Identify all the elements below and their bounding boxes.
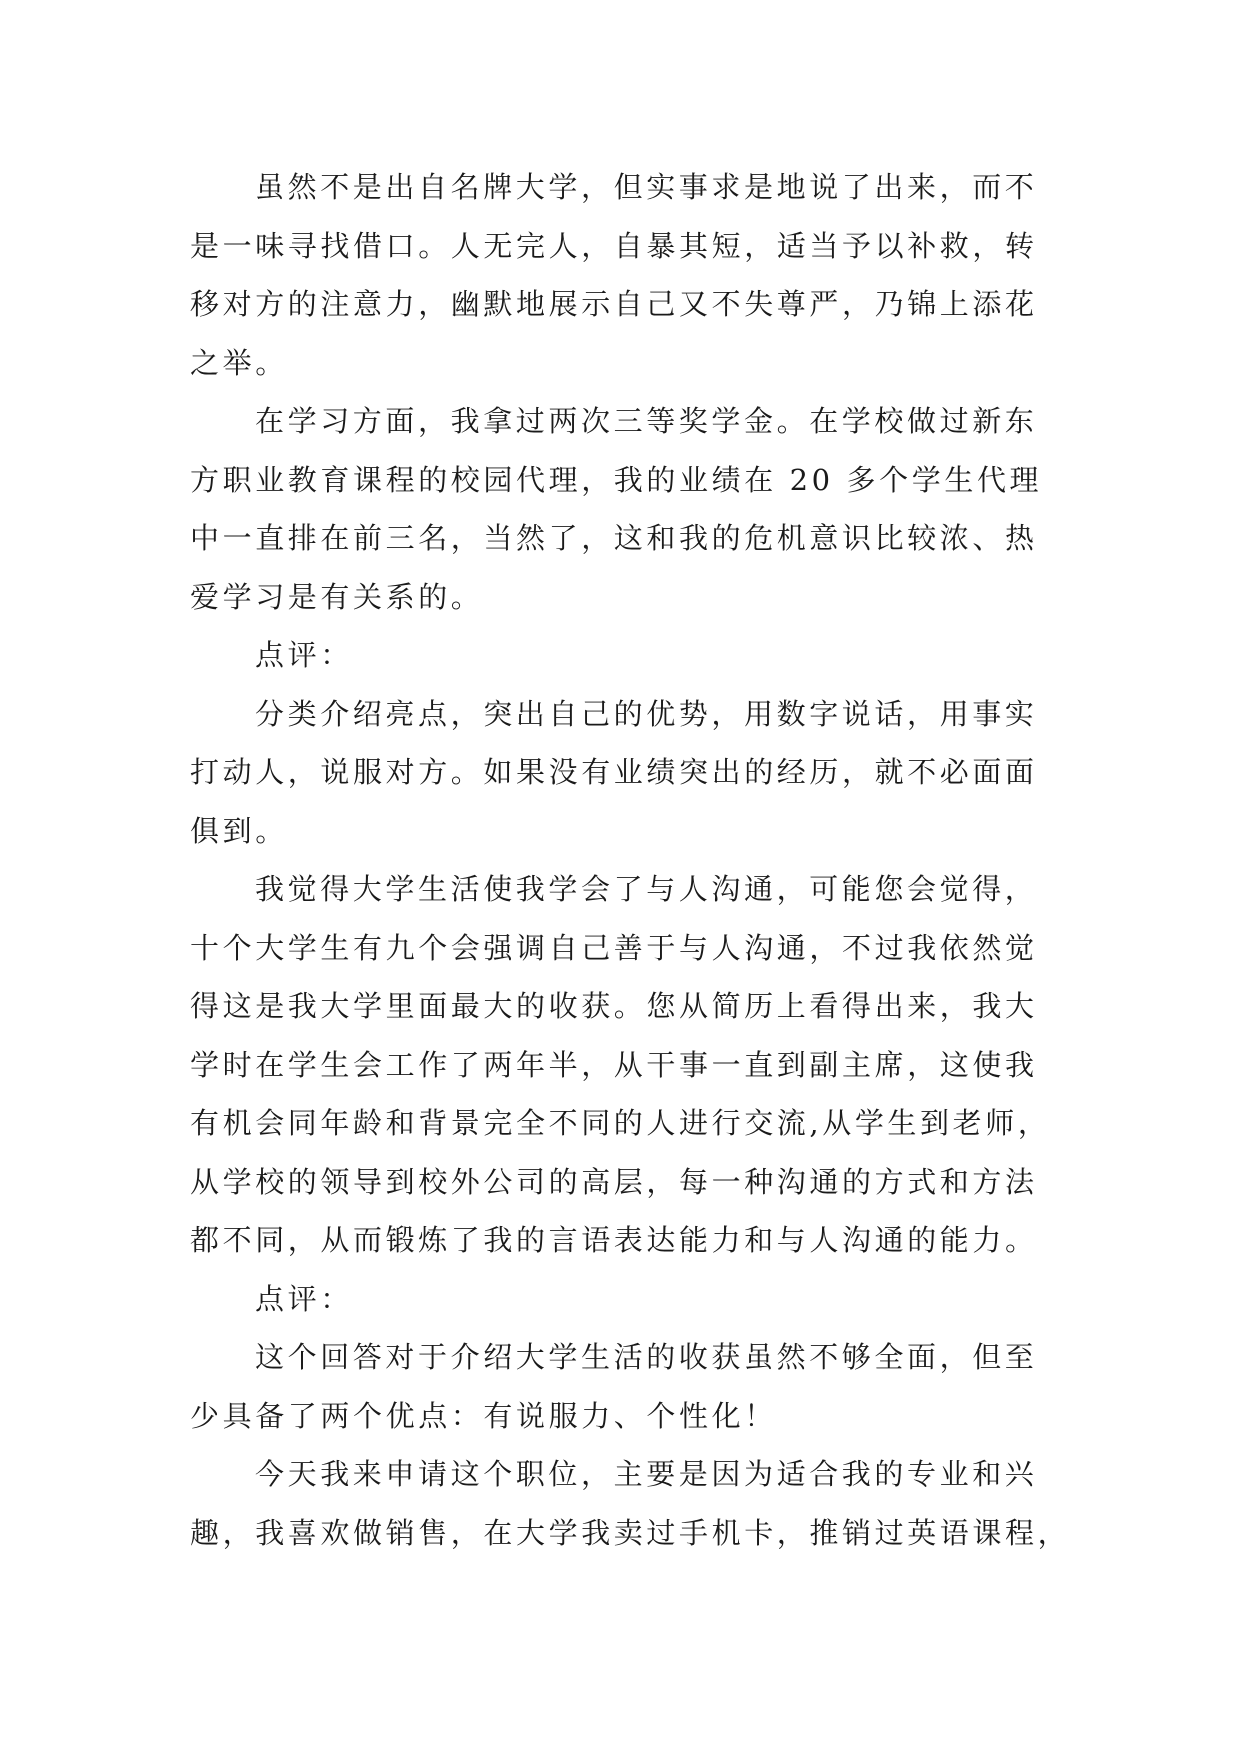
paragraph-line: 打动人，说服对方。如果没有业绩突出的经历，就不必面面	[190, 755, 1038, 789]
paragraph-line: 十个大学生有九个会强调自己善于与人沟通，不过我依然觉	[190, 930, 1038, 965]
paragraph-line: 得这是我大学里面最大的收获。您从简历上看得出来，我大	[190, 989, 1038, 1023]
paragraph-line: 移对方的注意力，幽默地展示自己又不失尊严，乃锦上添花	[190, 287, 1038, 321]
paragraph-line: 少具备了两个优点：有说服力、个性化！	[190, 1398, 777, 1433]
paragraph-line: 之举。	[190, 345, 288, 380]
comment-heading: 点评：	[255, 1281, 353, 1316]
paragraph-line: 有机会同年龄和背景完全不同的人进行交流,从学生到老师，	[190, 1106, 1051, 1140]
paragraph-line: 我觉得大学生活使我学会了与人沟通，可能您会觉得，	[255, 872, 1038, 906]
paragraph-line: 中一直排在前三名，当然了，这和我的危机意识比较浓、热	[190, 521, 1038, 555]
paragraph-line: 是一味寻找借口。人无完人，自暴其短，适当予以补救，转	[190, 228, 1038, 263]
comment-heading: 点评：	[255, 638, 353, 672]
paragraph-line: 虽然不是出自名牌大学，但实事求是地说了出来，而不	[255, 170, 1038, 204]
paragraph-line: 俱到。	[190, 813, 288, 848]
paragraph-line: 都不同，从而锻炼了我的言语表达能力和与人沟通的能力。	[190, 1223, 1038, 1257]
paragraph-line: 爱学习是有关系的。	[190, 579, 484, 614]
document-body	[190, 158, 1071, 1562]
paragraph-line: 今天我来申请这个职位，主要是因为适合我的专业和兴	[255, 1457, 1038, 1491]
paragraph-line: 在学习方面，我拿过两次三等奖学金。在学校做过新东	[255, 404, 1038, 438]
paragraph-line: 趣，我喜欢做销售，在大学我卖过手机卡，推销过英语课程，	[190, 1515, 1071, 1550]
paragraph-line: 学时在学生会工作了两年半，从干事一直到副主席，这使我	[190, 1047, 1038, 1082]
paragraph-line: 方职业教育课程的校园代理，我的业绩在 20 多个学生代理	[190, 462, 1043, 497]
paragraph-line: 这个回答对于介绍大学生活的收获虽然不够全面，但至	[255, 1340, 1038, 1374]
paragraph-line: 从学校的领导到校外公司的高层，每一种沟通的方式和方法	[190, 1164, 1038, 1199]
paragraph-line: 分类介绍亮点，突出自己的优势，用数字说话，用事实	[255, 696, 1038, 731]
